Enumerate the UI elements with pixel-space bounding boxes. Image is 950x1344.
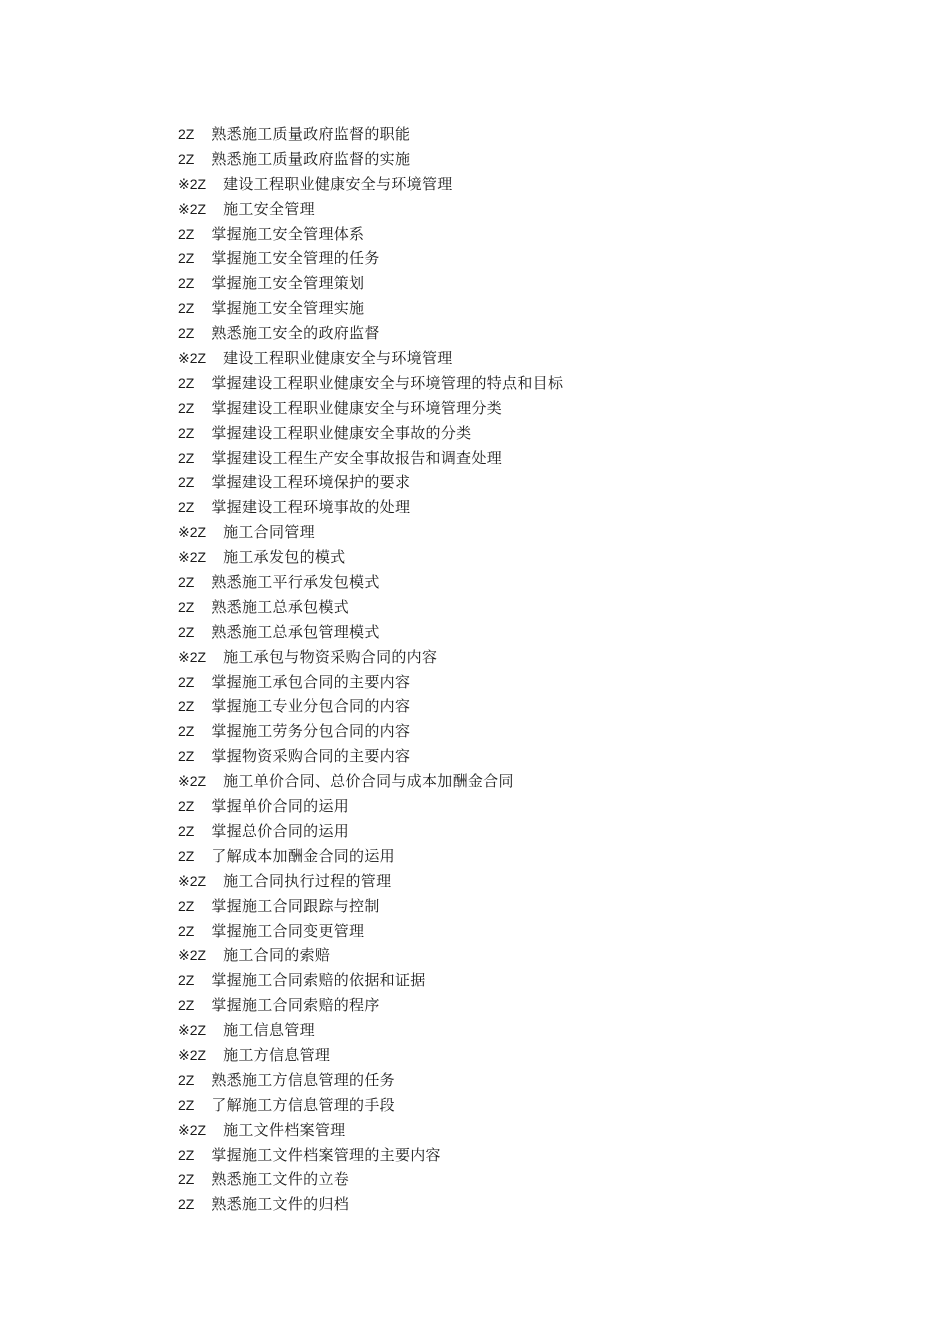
outline-item [178, 495, 563, 520]
item-code: 2Z [178, 798, 195, 815]
outline-item [178, 222, 563, 247]
item-text: 施工单价合同、总价合同与成本加酬金合同 [223, 772, 514, 791]
outline-item [178, 968, 563, 993]
item-text: 了解施工方信息管理的手段 [211, 1095, 395, 1114]
item-text: 掌握施工合同跟踪与控制 [211, 896, 380, 915]
item-text: 掌握物资采购合同的主要内容 [211, 747, 411, 766]
outline-item [178, 246, 563, 271]
item-code: 2Z [178, 424, 195, 441]
outline-heading [178, 645, 563, 670]
item-code: 2Z [178, 822, 195, 839]
item-text: 熟悉施工安全的政府监督 [211, 324, 380, 343]
item-code: 2Z [178, 598, 195, 615]
item-text: 掌握施工安全管理策划 [211, 274, 365, 293]
outline-heading [178, 346, 563, 371]
item-text: 掌握建设工程职业健康安全与环境管理的特点和目标 [211, 373, 564, 392]
item-text: 掌握施工合同索赔的程序 [211, 996, 380, 1015]
item-text: 掌握施工安全管理的任务 [211, 249, 380, 268]
item-code: 2Z [178, 972, 195, 989]
item-text: 施工方信息管理 [223, 1045, 331, 1064]
outline-item [178, 993, 563, 1018]
item-code: 2Z [178, 1146, 195, 1163]
item-code: 2Z [178, 897, 195, 914]
syllabus-outline [178, 122, 563, 1217]
outline-item [178, 1167, 563, 1192]
item-text: 掌握建设工程职业健康安全与环境管理分类 [211, 398, 503, 417]
item-code: 2Z [178, 748, 195, 765]
outline-heading [178, 197, 563, 222]
item-code: 2Z [178, 449, 195, 466]
item-code: ※2Z [178, 524, 207, 541]
item-text: 施工安全管理 [223, 199, 315, 218]
item-text: 熟悉施工平行承发包模式 [211, 573, 380, 592]
outline-item [178, 794, 563, 819]
outline-item [178, 719, 563, 744]
outline-item [178, 1068, 563, 1093]
item-text: 掌握建设工程生产安全事故报告和调查处理 [211, 448, 503, 467]
item-code: 2Z [178, 150, 195, 167]
item-text: 施工承发包的模式 [223, 548, 346, 567]
item-text: 掌握建设工程职业健康安全事故的分类 [211, 423, 472, 442]
item-text: 掌握施工文件档案管理的主要内容 [211, 1145, 441, 1164]
item-text: 建设工程职业健康安全与环境管理 [223, 174, 453, 193]
outline-heading [178, 769, 563, 794]
item-code: ※2Z [178, 1046, 207, 1063]
outline-item [178, 446, 563, 471]
outline-item [178, 321, 563, 346]
item-text: 熟悉施工文件的归档 [211, 1195, 350, 1214]
outline-heading [178, 869, 563, 894]
item-text: 掌握施工安全管理实施 [211, 299, 365, 318]
outline-item [178, 296, 563, 321]
item-code: 2Z [178, 250, 195, 267]
item-text: 施工合同的索赔 [223, 946, 331, 965]
item-text: 掌握建设工程环境保护的要求 [211, 473, 411, 492]
item-text: 掌握总价合同的运用 [211, 821, 350, 840]
item-text: 施工承包与物资采购合同的内容 [223, 647, 438, 666]
item-text: 熟悉施工总承包管理模式 [211, 622, 380, 641]
outline-item [178, 844, 563, 869]
item-code: 2Z [178, 574, 195, 591]
item-text: 熟悉施工质量政府监督的职能 [211, 125, 411, 143]
item-text: 建设工程职业健康安全与环境管理 [223, 349, 453, 368]
item-code: ※2Z [178, 1022, 207, 1039]
item-text: 掌握施工劳务分包合同的内容 [211, 722, 411, 741]
outline-item [178, 595, 563, 620]
item-text: 掌握施工合同变更管理 [211, 921, 365, 940]
item-code: 2Z [178, 300, 195, 317]
item-code: 2Z [178, 922, 195, 939]
item-code: 2Z [178, 325, 195, 342]
outline-heading [178, 545, 563, 570]
item-code: 2Z [178, 1171, 195, 1188]
item-code: ※2Z [178, 773, 207, 790]
outline-item [178, 670, 563, 695]
item-text: 掌握施工承包合同的主要内容 [211, 672, 411, 691]
item-code: ※2Z [178, 175, 207, 192]
item-code: 2Z [178, 847, 195, 864]
item-code: 2Z [178, 126, 195, 142]
item-text: 掌握单价合同的运用 [211, 797, 350, 816]
item-text: 施工信息管理 [223, 1021, 315, 1040]
outline-heading [178, 1043, 563, 1068]
item-text: 熟悉施工方信息管理的任务 [211, 1070, 395, 1089]
item-code: 2Z [178, 623, 195, 640]
item-text: 掌握施工合同索赔的依据和证据 [211, 971, 426, 990]
outline-item [178, 1093, 563, 1118]
item-code: 2Z [178, 1071, 195, 1088]
item-text: 施工合同执行过程的管理 [223, 871, 392, 890]
outline-item [178, 570, 563, 595]
outline-item [178, 396, 563, 421]
outline-item [178, 147, 563, 172]
item-code: 2Z [178, 997, 195, 1014]
outline-heading [178, 172, 563, 197]
outline-item [178, 894, 563, 919]
item-code: ※2Z [178, 200, 207, 217]
outline-item [178, 1143, 563, 1168]
outline-item [178, 620, 563, 645]
item-text: 施工合同管理 [223, 523, 315, 542]
item-text: 了解成本加酬金合同的运用 [211, 846, 395, 865]
outline-item [178, 744, 563, 769]
item-code: 2Z [178, 474, 195, 491]
item-code: ※2Z [178, 947, 207, 964]
outline-item [178, 371, 563, 396]
outline-item [178, 919, 563, 944]
outline-item [178, 470, 563, 495]
item-code: 2Z [178, 1196, 195, 1213]
item-text: 掌握建设工程环境事故的处理 [211, 498, 411, 517]
item-code: 2Z [178, 1096, 195, 1113]
outline-item [178, 1192, 563, 1217]
outline-heading [178, 1018, 563, 1043]
item-code: ※2Z [178, 872, 207, 889]
item-code: ※2Z [178, 648, 207, 665]
item-code: 2Z [178, 698, 195, 715]
item-text: 熟悉施工文件的立卷 [211, 1170, 350, 1189]
item-code: 2Z [178, 673, 195, 690]
item-code: 2Z [178, 399, 195, 416]
outline-heading [178, 1118, 563, 1143]
item-text: 施工文件档案管理 [223, 1120, 346, 1139]
item-code: 2Z [178, 723, 195, 740]
outline-item [178, 819, 563, 844]
outline-heading [178, 520, 563, 545]
item-code: ※2Z [178, 549, 207, 566]
outline-item [178, 271, 563, 296]
item-code: 2Z [178, 275, 195, 292]
outline-item [178, 694, 563, 719]
item-text: 掌握施工专业分包合同的内容 [211, 697, 411, 716]
outline-item [178, 122, 563, 147]
item-code: ※2Z [178, 1121, 207, 1138]
item-text: 熟悉施工总承包模式 [211, 597, 350, 616]
item-code: 2Z [178, 499, 195, 516]
item-text: 掌握施工安全管理体系 [211, 224, 365, 243]
outline-heading [178, 943, 563, 968]
item-code: 2Z [178, 374, 195, 391]
item-text: 熟悉施工质量政府监督的实施 [211, 149, 411, 168]
item-code: 2Z [178, 225, 195, 242]
item-code: ※2Z [178, 350, 207, 367]
outline-item [178, 421, 563, 446]
